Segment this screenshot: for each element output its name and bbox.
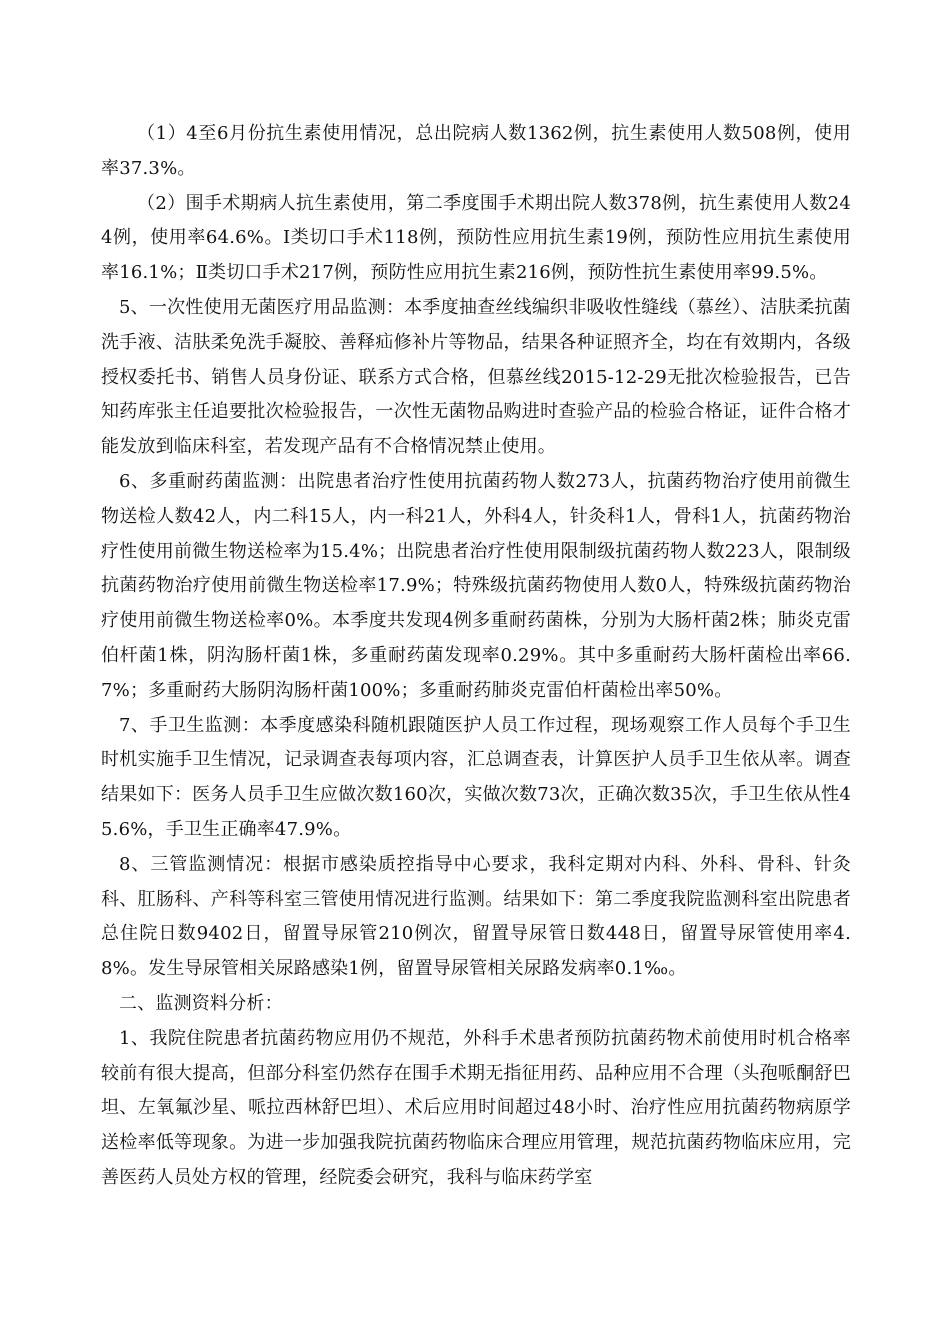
paragraph-analysis-antibiotic-issues: 1、我院住院患者抗菌药物应用仍不规范，外科手术患者预防抗菌药物术前使用时机合格率较前有很大提高，但部分科室仍然存在围手术期无指征用药、品种应用不合理（头孢哌酮舒巴坦、左氧氟沙星、哌拉西林舒巴坦）、术后应用时间超过48小时、治疗性应用抗菌药物病原学送检率低等现象。为进一步加强我院抗菌药物临床合理应用管理，规范抗菌药物临床应用，完善医药人员处方权的管理，经院委会研究，我科与临床药学室 (101, 1027, 851, 1188)
section-heading-data-analysis: 二、监测资料分析： (119, 992, 283, 1014)
paragraph-disposable-supplies-monitoring: 5、一次性使用无菌医疗用品监测：本季度抽查丝线编织非吸收性缝线（慕丝）、洁肤柔抗菌洗手液、洁肤柔免洗手凝胶、善释疝修补片等物品，结果各种证照齐全，均在有效期内，各级授权委托书、销售人员身份证、联系方式合格，但慕丝线2015-12-29无批次检验报告，已告知药库张主任追要批次检验报告，一次性无菌物品购进时查验产品的检验合格证，证件合格才能发放到临床科室，若发现产品有不合格情况禁止使用。 (101, 296, 851, 458)
paragraph-multidrug-resistant-monitoring: 6、多重耐药菌监测：出院患者治疗性使用抗菌药物人数273人，抗菌药物治疗使用前微生物送检人数42人，内二科15人，内一科21人，外科4人，针灸科1人，骨科1人，抗菌药物治疗性使用前微生物送检率为15.4%；出院患者治疗性使用限制级抗菌药物人数223人，限制级抗菌药物治疗使用前微生物送检率17.9%；特殊级抗菌药物使用人数0人，特殊级抗菌药物治疗使用前微生物送检率0%。本季度共发现4例多重耐药菌株，分别为大肠杆菌2株；肺炎克雷伯杆菌1株，阴沟肠杆菌1株，多重耐药菌发现率0.29%。其中多重耐药大肠杆菌检出率66.7%；多重耐药大肠阴沟肠杆菌100%；多重耐药肺炎克雷伯杆菌检出率50%。 (101, 470, 851, 701)
document-body (101, 117, 851, 1196)
paragraph-antibiotic-usage-q2: （1）4至6月份抗生素使用情况，总出院病人数1362例，抗生素使用人数508例，使用率37.3%。 (101, 123, 851, 179)
paragraph-perioperative-antibiotics: （2）围手术期病人抗生素使用，第二季度围手术期出院人数378例，抗生素使用人数244例，使用率64.6%。Ⅰ类切口手术118例，预防性应用抗生素19例，预防性应用抗生素使用率16.1%；Ⅱ类切口手术217例，预防性应用抗生素216例，预防性抗生素使用率99.5%。 (101, 192, 851, 284)
paragraph-catheter-monitoring: 8、三管监测情况：根据市感染质控指导中心要求，我科定期对内科、外科、骨科、针灸科、肛肠科、产科等科室三管使用情况进行监测。结果如下：第二季度我院监测科室出院患者总住院日数9402日，留置导尿管210例次，留置导尿管日数448日，留置导尿管使用率4.8%。发生导尿管相关尿路感染1例，留置导尿管相关尿路发病率0.1‰。 (101, 853, 851, 980)
paragraph-hand-hygiene-monitoring: 7、手卫生监测：本季度感染科随机跟随医护人员工作过程，现场观察工作人员每个手卫生时机实施手卫生情况，记录调查表每项内容，汇总调查表，计算医护人员手卫生依从率。调查结果如下：医务人员手卫生应做次数160次，实做次数73次，正确次数35次，手卫生依从性45.6%，手卫生正确率47.9%。 (101, 714, 851, 840)
